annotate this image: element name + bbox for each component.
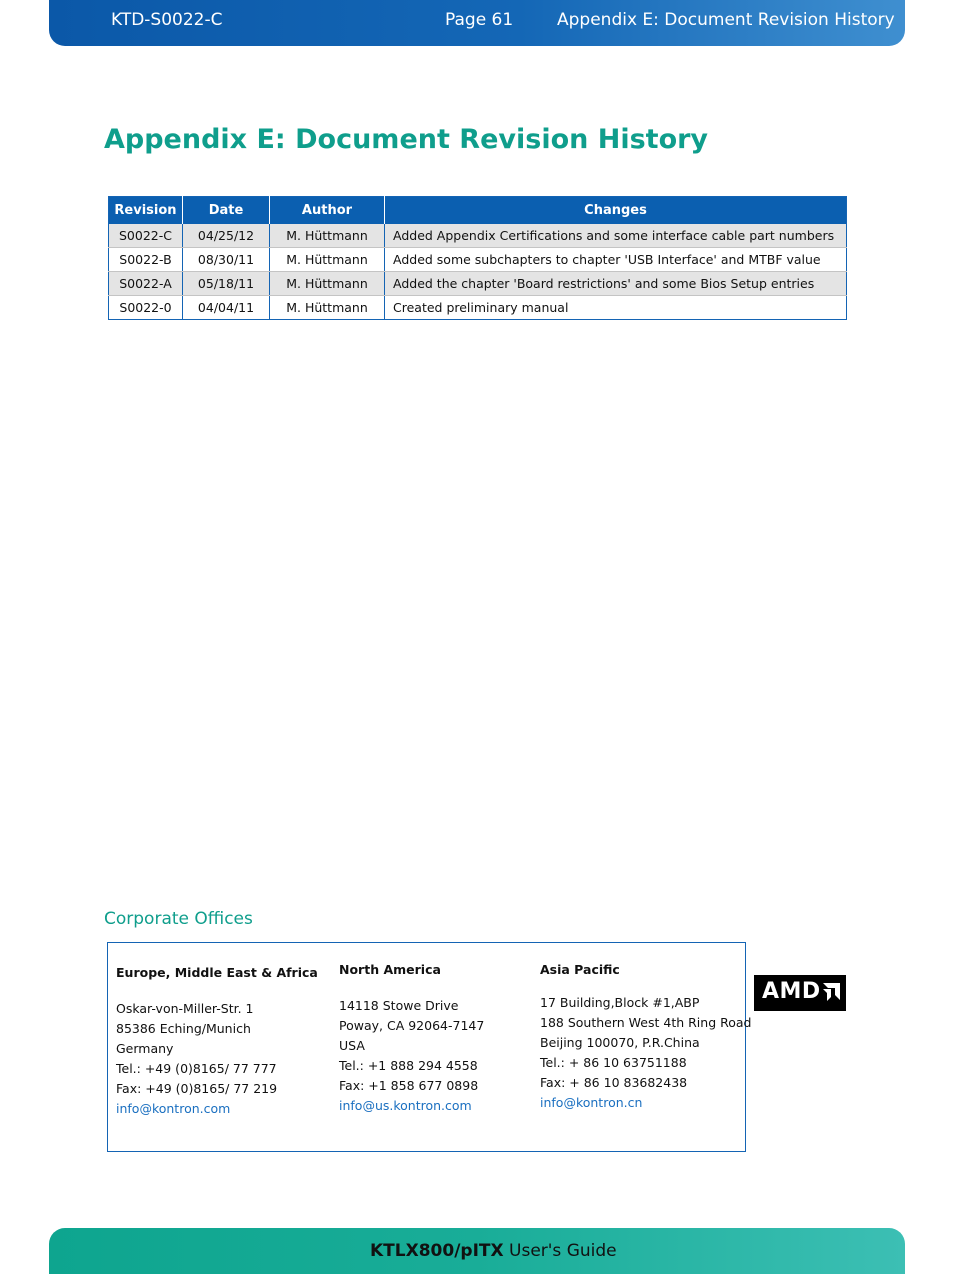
page-header (49, 0, 905, 46)
cell-changes: Created preliminary manual (385, 296, 847, 320)
header-page-number: Page 61 (445, 10, 514, 30)
office-name: Europe, Middle East & Africa (116, 965, 318, 980)
table-header-row (109, 197, 847, 224)
cell-date: 04/25/12 (183, 224, 270, 248)
cell-author: M. Hüttmann (270, 224, 385, 248)
cell-revision: S0022-C (109, 224, 183, 248)
office-fax: Fax: + 86 10 83682438 (540, 1075, 688, 1090)
office-phone: Tel.: +49 (0)8165/ 77 777 (116, 1061, 277, 1076)
cell-changes: Added some subchapters to chapter 'USB Interface' and MTBF value (385, 248, 847, 272)
cell-changes: Added the chapter 'Board restrictions' and some Bios Setup entries (385, 272, 847, 296)
page-title: Appendix E: Document Revision History (104, 124, 709, 155)
office-address-line: Oskar-von-Miller-Str. 1 (116, 1001, 254, 1016)
cell-date: 05/18/11 (183, 272, 270, 296)
cell-date: 04/04/11 (183, 296, 270, 320)
office-address-line: 17 Building,Block #1,ABP (540, 995, 700, 1010)
corporate-offices-heading: Corporate Offices (104, 909, 253, 929)
amd-arrow-icon (820, 983, 840, 1003)
office-address-line: 14118 Stowe Drive (339, 998, 459, 1013)
footer-title (370, 1241, 617, 1261)
office-phone: Tel.: + 86 10 63751188 (540, 1055, 687, 1070)
header-section-title: Appendix E: Document Revision History (557, 10, 895, 30)
office-address-line: Poway, CA 92064-7147 (339, 1018, 485, 1033)
cell-author: M. Hüttmann (270, 296, 385, 320)
cell-changes: Added Appendix Certifications and some interface cable part numbers (385, 224, 847, 248)
table-row (109, 272, 847, 296)
column-header-date: Date (183, 197, 270, 224)
office-fax: Fax: +1 858 677 0898 (339, 1078, 479, 1093)
office-europe (116, 963, 318, 1119)
office-name: North America (339, 962, 441, 977)
office-address-line: USA (339, 1038, 365, 1053)
cell-revision: S0022-A (109, 272, 183, 296)
header-doc-id: KTD-S0022-C (111, 10, 223, 30)
office-email-link[interactable]: info@us.kontron.com (339, 1098, 472, 1113)
office-north-america (339, 960, 484, 1116)
table-row (109, 224, 847, 248)
column-header-changes: Changes (385, 197, 847, 224)
footer-guide-label: User's Guide (503, 1241, 617, 1261)
cell-revision: S0022-B (109, 248, 183, 272)
page-footer (49, 1228, 905, 1274)
cell-date: 08/30/11 (183, 248, 270, 272)
corporate-offices-box (107, 942, 752, 1152)
office-address-line: Beijing 100070, P.R.China (540, 1035, 700, 1050)
footer-product-name: KTLX800/pITX (370, 1241, 504, 1261)
amd-logo-text: AMD (762, 979, 821, 1004)
amd-logo (754, 975, 846, 1011)
cell-revision: S0022-0 (109, 296, 183, 320)
office-address-line: Germany (116, 1041, 174, 1056)
office-address-line: 188 Southern West 4th Ring Road (540, 1015, 752, 1030)
column-header-author: Author (270, 197, 385, 224)
office-email-link[interactable]: info@kontron.cn (540, 1095, 643, 1110)
column-header-revision: Revision (109, 197, 183, 224)
office-email-link[interactable]: info@kontron.com (116, 1101, 231, 1116)
office-address-line: 85386 Eching/Munich (116, 1021, 251, 1036)
office-phone: Tel.: +1 888 294 4558 (339, 1058, 478, 1073)
cell-author: M. Hüttmann (270, 272, 385, 296)
cell-author: M. Hüttmann (270, 248, 385, 272)
revision-history-table (108, 196, 847, 320)
office-fax: Fax: +49 (0)8165/ 77 219 (116, 1081, 278, 1096)
office-name: Asia Pacific (540, 962, 620, 977)
table-row (109, 296, 847, 320)
table-row (109, 248, 847, 272)
office-asia-pacific (540, 960, 751, 1113)
